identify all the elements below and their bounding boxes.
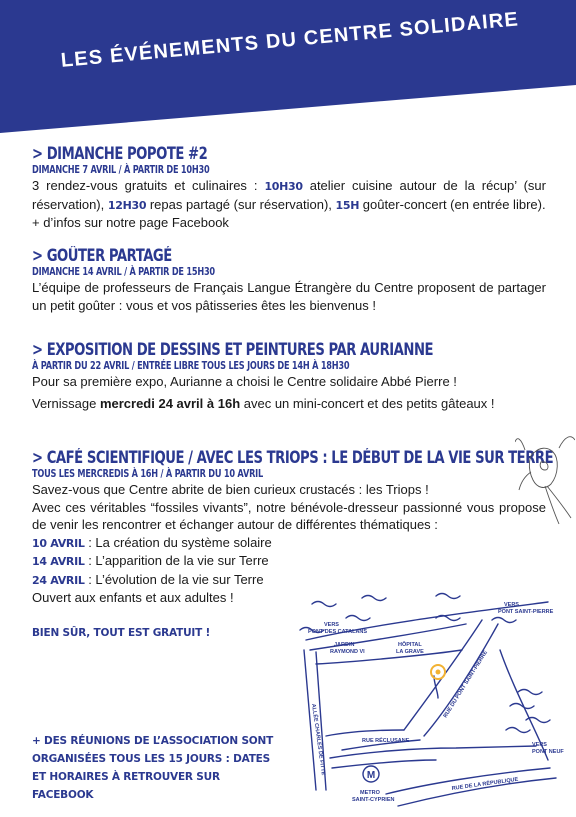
theme-date: 10 AVRIL (32, 536, 85, 550)
svg-text:VERS: VERS (324, 622, 339, 628)
svg-text:RUE DE LA RÉPUBLIQUE: RUE DE LA RÉPUBLIQUE (451, 776, 519, 792)
triops-illustration (515, 432, 575, 532)
event-date: À PARTIR DU 22 AVRIL / ENTRÉE LIBRE TOUS LES JOURS DE 14H À 18H30 (32, 360, 350, 372)
free-note: BIEN SÛR, TOUT EST GRATUIT ! (32, 627, 211, 639)
svg-text:VERS: VERS (532, 742, 547, 748)
event-description-2: Avec ces véritables “fossiles vivants”, notre bénévole-dresseur passionné vous propose de venir les rencontrer et échanger autour de différentes thématiques : (32, 499, 546, 532)
svg-text:HÔPITAL: HÔPITAL (398, 642, 422, 648)
meetings-note: + DES RÉUNIONS DE L’ASSOCIATION SONT ORGANISÉES TOUS LES 15 JOURS : DATES ET HORAIRES À RETROUVER SUR FACEBOOK (32, 735, 274, 801)
svg-text:RUE RÉCLUSANE: RUE RÉCLUSANE (362, 738, 410, 744)
event-description: 3 rendez-vous gratuits et culinaires : 10H30 atelier cuisine autour de la récup’ (sur réservation), 12H30 repas partagé (sur réservation), 15H goûter-concert (en entrée libre). (32, 178, 546, 212)
svg-text:M: M (366, 770, 376, 781)
svg-text:PONT SAINT-PIERRE: PONT SAINT-PIERRE (498, 609, 554, 615)
event-heading: > DIMANCHE POPOTE #2 (32, 144, 208, 163)
event-date: DIMANCHE 7 AVRIL / À PARTIR DE 10H30 (32, 164, 210, 176)
svg-text:RAYMOND VI: RAYMOND VI (330, 649, 365, 655)
theme-item: 10 AVRIL : La création du système solaire (32, 534, 272, 550)
event-vernissage: Vernissage mercredi 24 avril à 16h avec un mini-concert et des petits gâteaux ! (32, 395, 495, 411)
event-description: Pour sa première expo, Aurianne a choisi le Centre solidaire Abbé Pierre ! (32, 374, 457, 389)
time-tag: 12H30 (107, 198, 147, 212)
event-facebook-note: + d’infos sur notre page Facebook (32, 215, 229, 230)
svg-text:LA GRAVE: LA GRAVE (396, 649, 424, 655)
event-gouter (32, 246, 546, 314)
event-description: L’équipe de professeurs de Français Langue Étrangère du Centre proposent de partager un petit goûter : vous et vos pâtisseries êtes les bienvenus ! (32, 280, 546, 313)
event-description: Savez-vous que Centre abrite de bien curieux crustacés : les Triops ! (32, 482, 429, 497)
page-title: LES ÉVÉNEMENTS DU CENTRE SOLIDAIRE (60, 8, 520, 72)
svg-text:SAINT-CYPRIEN: SAINT-CYPRIEN (352, 797, 395, 803)
event-heading: > EXPOSITION DE DESSINS ET PEINTURES PAR AURIANNE (32, 340, 434, 359)
svg-text:METRO: METRO (360, 790, 380, 796)
event-audience: Ouvert aux enfants et aux adultes ! (32, 590, 234, 605)
header-band (0, 0, 576, 140)
svg-text:PONT NEUF: PONT NEUF (532, 749, 564, 755)
svg-text:ALLÉE CHARLES DE FITTE: ALLÉE CHARLES DE FITTE (310, 703, 326, 776)
time-tag: 15H (335, 198, 360, 212)
theme-item: 14 AVRIL : L’apparition de la vie sur Terre (32, 553, 269, 568)
event-heading: > CAFÉ SCIENTIFIQUE / AVEC LES TRIOPS : LE DÉBUT DE LA VIE SUR TERRE (32, 448, 554, 467)
svg-text:VERS: VERS (504, 602, 519, 608)
theme-date: 14 AVRIL (32, 555, 85, 568)
svg-text:RUE DU PONT SAINT-PIERRE: RUE DU PONT SAINT-PIERRE (442, 649, 489, 720)
event-exposition (32, 340, 546, 412)
event-date: DIMANCHE 14 AVRIL / À PARTIR DE 15H30 (32, 266, 215, 278)
svg-text:PONT DES CATALANS: PONT DES CATALANS (308, 629, 368, 635)
location-map (286, 580, 574, 812)
theme-item: 24 AVRIL : L’évolution de la vie sur Terre (32, 571, 264, 587)
event-heading: > GOÛTER PARTAGÉ (32, 246, 172, 265)
time-tag: 10H30 (264, 180, 303, 193)
svg-text:JARDIN: JARDIN (334, 642, 355, 648)
event-popote (32, 144, 546, 232)
theme-date: 24 AVRIL (32, 573, 85, 587)
event-date: TOUS LES MERCREDIS À 16H / À PARTIR DU 10 AVRIL (32, 468, 263, 480)
